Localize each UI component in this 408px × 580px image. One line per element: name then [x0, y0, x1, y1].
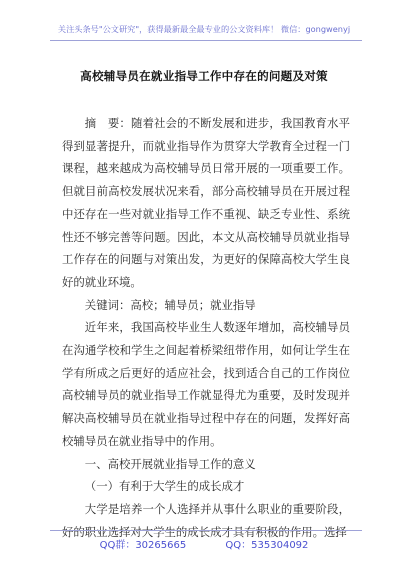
qq-group-number: QQ群：30265665 [99, 540, 187, 551]
keywords-line: 关键词：高校；辅导员；就业指导 [84, 297, 256, 312]
footer-divider [50, 530, 362, 531]
footer-contact [0, 536, 408, 551]
section-heading: 一、高校开展就业指导工作的意义 [84, 456, 256, 471]
abstract-paragraph: 摘 要：随着社会的不断发展和进步，我国教育水平得到显著提升，而就业指导作为贯穿大学教育全过程一门课程，越来越成为高校辅导员日常开展的一项重要工作。但就目前高校发展状况来看，部分高校辅导员在开展过程中还存在一些对就业指导工作不重视、缺乏专业性、系统性还不够完善等问题。因此，本文从高校辅导员就业指导工作存在的问题与对策出发，为更好的保障高校大学生良好的就业环境。 [62, 116, 350, 289]
body-paragraph: 大学是培养一个人选择并从事什么职业的重要阶段，好的职业选择对大学生的成长成才具有积极的作用。选择 [62, 501, 350, 539]
qq-number: QQ：535304092 [225, 540, 309, 551]
subsection-heading: （一）有利于大学生的成长成才 [84, 479, 245, 494]
header-divider [50, 40, 362, 41]
document-body [62, 112, 350, 543]
header-notice: 关注头条号"公文研究"，获得最新最全最专业的公文资料库！ 微信：gongwenyj [57, 24, 351, 34]
intro-paragraph: 近年来，我国高校毕业生人数逐年增加，高校辅导员在沟通学校和学生之间起着桥梁纽带作用，如何让学生在学有所成之后更好的适应社会，找到适合自己的工作岗位高校辅导员的就业指导工作就显得尤为重要，及时发现并解决高校辅导员在就业指导过程中存在的问题，发挥好高校辅导员在就业指导中的作用。 [62, 320, 350, 448]
document-title: 高校辅导员在就业指导工作中存在的问题及对策 [80, 69, 328, 83]
